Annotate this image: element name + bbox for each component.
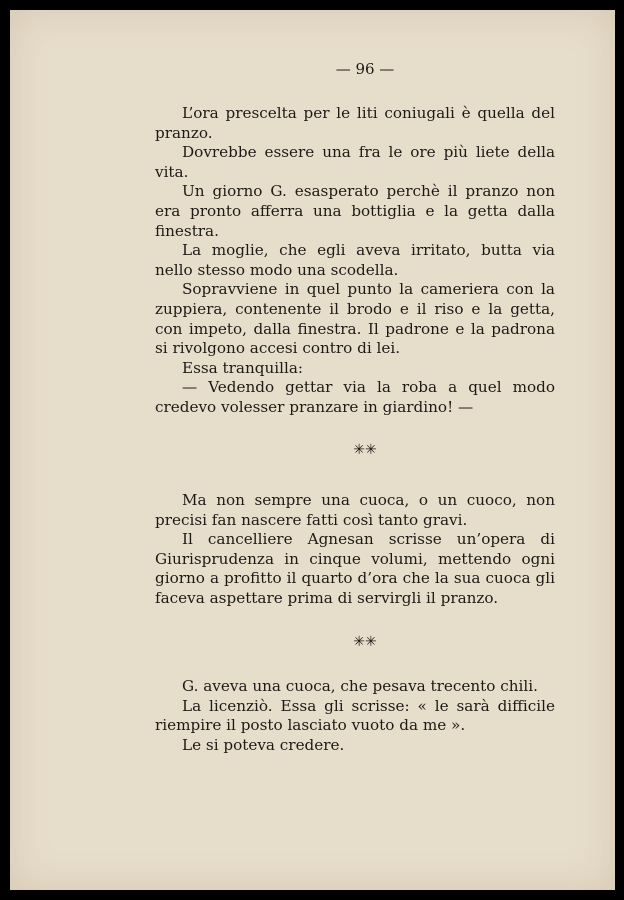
paragraph: Dovrebbe essere una fra le ore più liete della vita. (155, 143, 555, 181)
paragraph: Essa tranquilla: (182, 358, 304, 377)
paragraph: Il cancelliere Agnesan scrisse un’opera di Giurisprudenza in cinque volumi, mettendo ogni giorno a profitto il quarto d’ora che la sua cuoca gli faceva aspettare prima di servirgli il pranzo. (155, 530, 555, 607)
paragraph: Le si poteva credere. (182, 735, 345, 754)
paragraph: Ma non sempre una cuoca, o un cuoco, non precisi fan nascere fatti così tanto gravi. (155, 491, 555, 529)
paragraph: L’ora prescelta per le liti coniugali è quella del pranzo. (155, 104, 555, 142)
book-page (10, 10, 615, 890)
page-number: — 96 — (335, 60, 395, 78)
paragraph: — Vedendo gettar via la roba a quel modo credevo volesser pranzare in giardino! — (155, 378, 555, 416)
paragraph: Sopravviene in quel punto la cameriera con la zuppiera, contenente il brodo e il riso e la getta, con impeto, dalla finestra. Il padrone e la padrona si rivolgono accesi contro di lei. (155, 280, 555, 358)
paragraph: La licenziò. Essa gli scrisse: « le sarà difficile riempire il posto lasciato vuoto da me ». (155, 696, 555, 735)
section-separator: ✳✳ (353, 442, 377, 458)
section-separator: ✳✳ (353, 634, 377, 650)
paragraph: Un giorno G. esasperato perchè il pranzo non era pronto afferra una bottiglia e la getta dalla finestra. (155, 182, 555, 240)
paragraph: G. aveva una cuoca, che pesava trecento chili. (182, 677, 538, 695)
section-1 (155, 104, 555, 418)
section-2 (155, 491, 555, 609)
paragraph: La moglie, che egli aveva irritato, butta via nello stesso modo una scodella. (155, 241, 555, 279)
section-3 (155, 677, 555, 755)
